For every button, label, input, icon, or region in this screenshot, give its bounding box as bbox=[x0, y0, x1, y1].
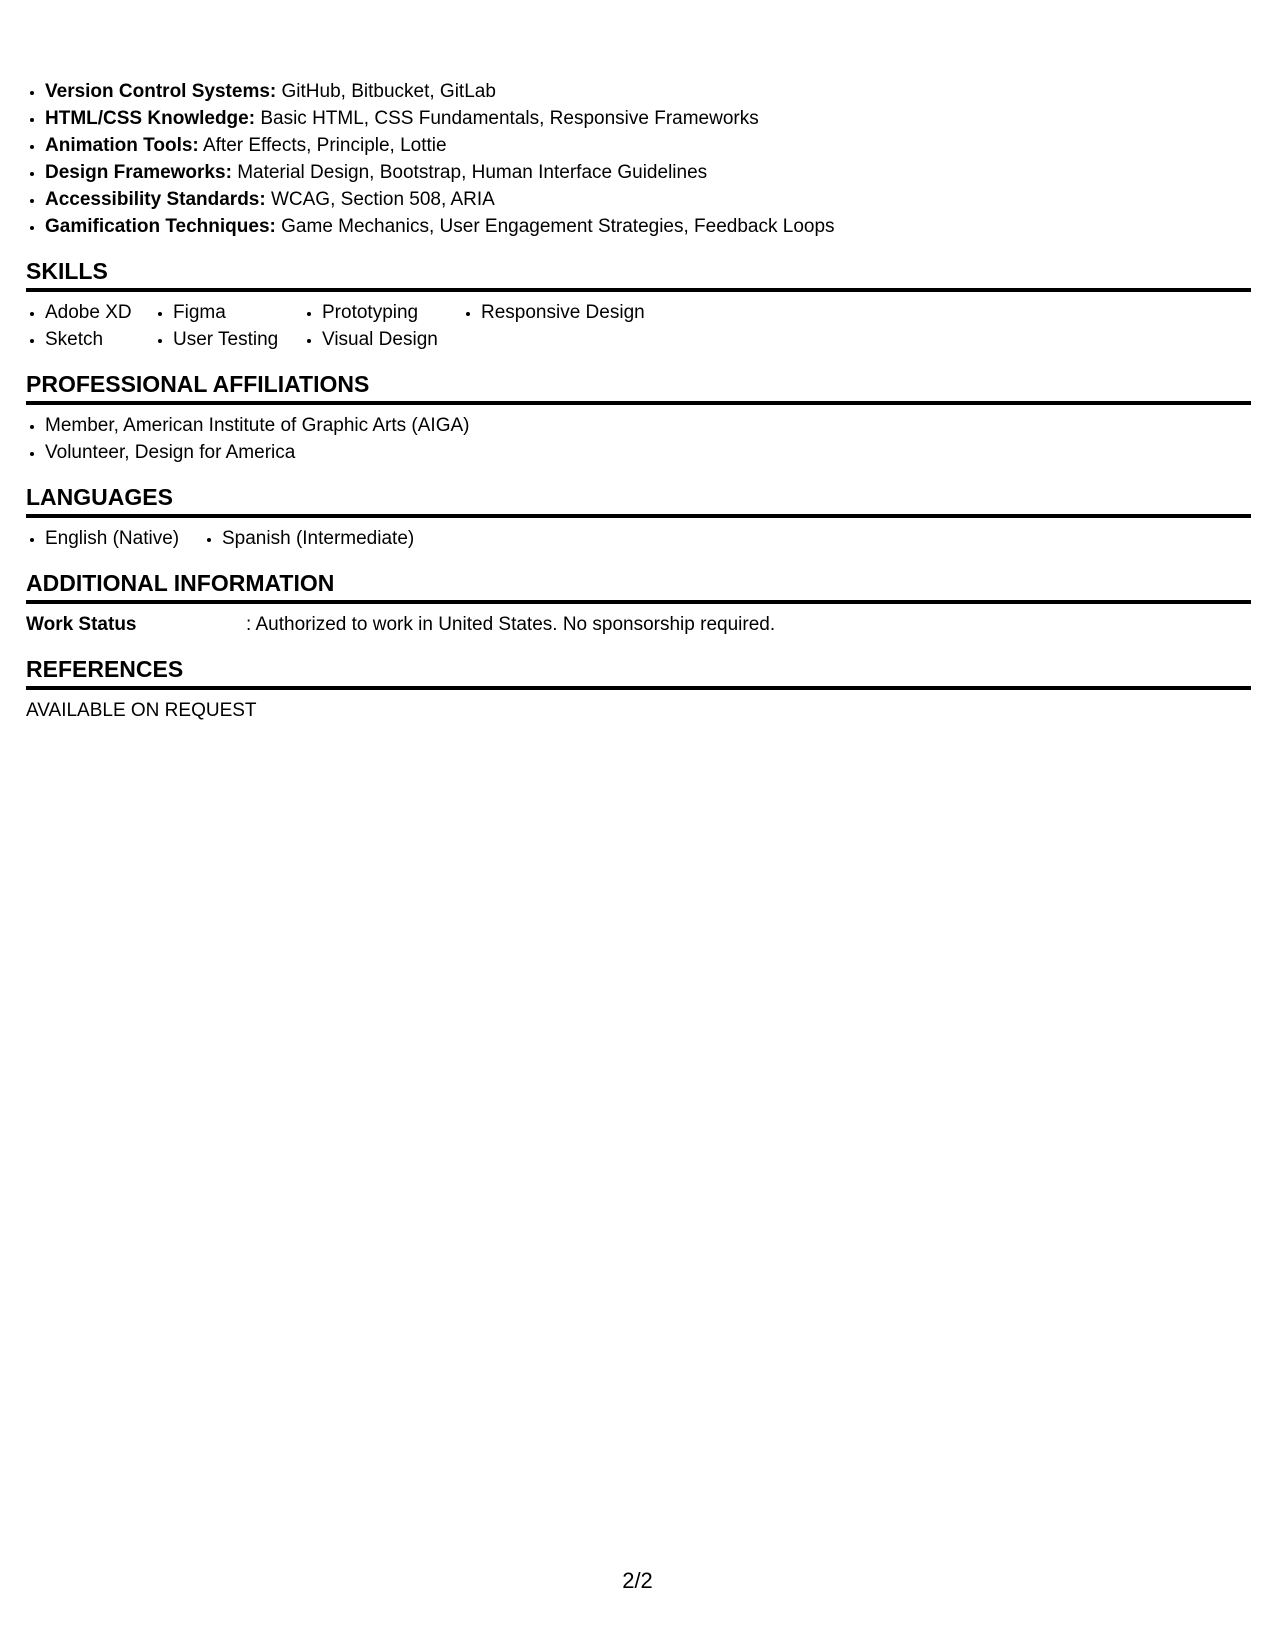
resume-page-2 bbox=[26, 78, 1251, 724]
skill-item: • Prototyping bbox=[322, 299, 462, 326]
references-section bbox=[26, 654, 1251, 724]
skill-item: • Visual Design bbox=[322, 326, 462, 353]
affiliations-list bbox=[26, 412, 1251, 466]
skill-item: • Figma bbox=[173, 299, 303, 326]
language-item: • Spanish (Intermediate) bbox=[222, 525, 414, 552]
work-status-label: Work Status bbox=[26, 614, 137, 635]
page-number: 2/2 bbox=[622, 1568, 653, 1593]
languages-column bbox=[26, 525, 203, 552]
languages-section bbox=[26, 482, 1251, 552]
languages-row bbox=[26, 525, 1251, 552]
skill-item: • Responsive Design bbox=[481, 299, 781, 326]
list-item bbox=[45, 132, 1251, 159]
list-item bbox=[45, 105, 1251, 132]
references-text: AVAILABLE ON REQUEST bbox=[26, 700, 257, 721]
item-value: After Effects, Principle, Lottie bbox=[202, 135, 447, 156]
skill-item: • Adobe XD bbox=[45, 299, 154, 326]
item-value: Basic HTML, CSS Fundamentals, Responsive Frameworks bbox=[260, 108, 759, 129]
list-item: • Member, American Institute of Graphic Arts (AIGA) bbox=[45, 412, 1251, 439]
skills-grid bbox=[26, 299, 1251, 353]
list-item bbox=[45, 186, 1251, 213]
item-label: Version Control Systems: bbox=[45, 81, 277, 102]
skills-section bbox=[26, 256, 1251, 353]
item-label: Gamification Techniques: bbox=[45, 216, 276, 237]
item-value: GitHub, Bitbucket, GitLab bbox=[281, 81, 496, 102]
list-item bbox=[45, 78, 1251, 105]
skill-item: • User Testing bbox=[173, 326, 303, 353]
item-label: HTML/CSS Knowledge: bbox=[45, 108, 256, 129]
item-label: Design Frameworks: bbox=[45, 162, 232, 183]
technical-tools-list bbox=[26, 78, 1251, 240]
section-title: PROFESSIONAL AFFILIATIONS bbox=[26, 369, 1251, 405]
work-status-value: : Authorized to work in United States. No sponsorship required. bbox=[246, 614, 776, 635]
section-title: LANGUAGES bbox=[26, 482, 1251, 518]
languages-column bbox=[203, 525, 414, 552]
section-title: ADDITIONAL INFORMATION bbox=[26, 568, 1251, 604]
list-item bbox=[45, 213, 1251, 240]
item-value: Material Design, Bootstrap, Human Interface Guidelines bbox=[237, 162, 708, 183]
item-value: Game Mechanics, User Engagement Strategies, Feedback Loops bbox=[281, 216, 835, 237]
skills-column bbox=[303, 299, 462, 353]
skills-column bbox=[26, 299, 154, 353]
section-title: REFERENCES bbox=[26, 654, 1251, 690]
skills-column bbox=[462, 299, 781, 353]
language-item: • English (Native) bbox=[45, 525, 203, 552]
list-item: • Volunteer, Design for America bbox=[45, 439, 1251, 466]
section-title: SKILLS bbox=[26, 256, 1251, 292]
item-label: Animation Tools: bbox=[45, 135, 199, 156]
list-item bbox=[45, 159, 1251, 186]
additional-info-section bbox=[26, 568, 1251, 638]
affiliations-section bbox=[26, 369, 1251, 466]
work-status-row bbox=[26, 611, 1251, 638]
skills-column bbox=[154, 299, 303, 353]
item-label: Accessibility Standards: bbox=[45, 189, 266, 210]
skill-item: • Sketch bbox=[45, 326, 154, 353]
item-value: WCAG, Section 508, ARIA bbox=[270, 189, 495, 210]
